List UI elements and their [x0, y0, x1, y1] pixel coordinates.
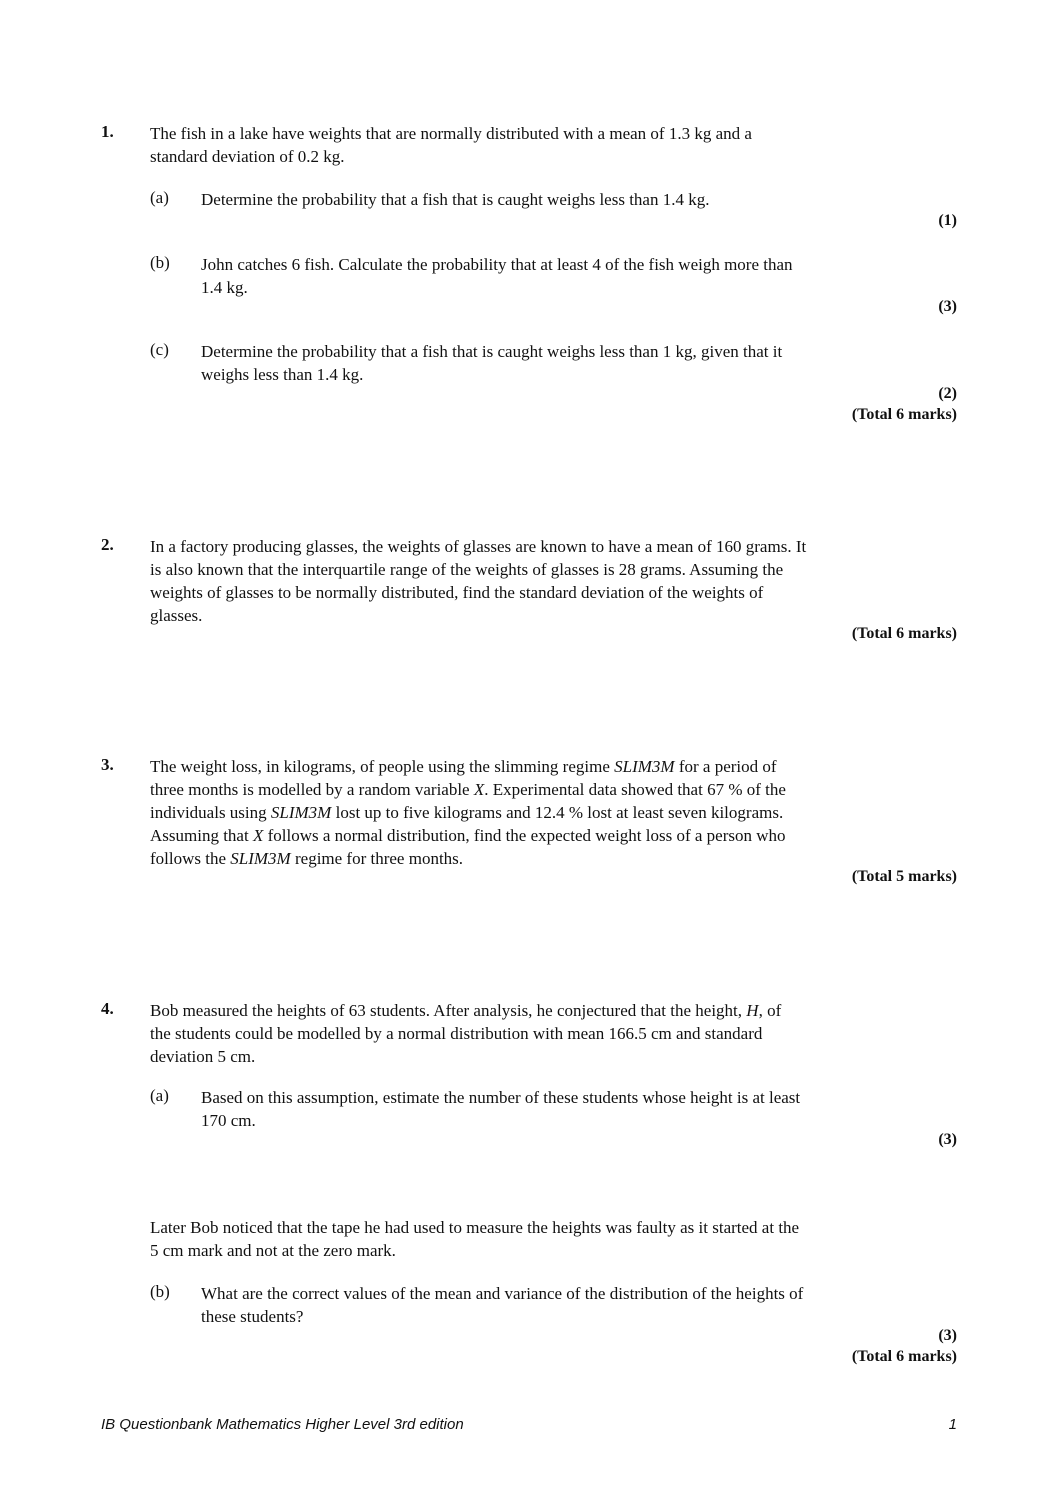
question-stem-line: three months is modelled by a random variable X. Experimental data showed that 67 % of the: [150, 780, 786, 799]
part-text: John catches 6 fish. Calculate the probability that at least 4 of the fish weigh more than: [201, 255, 793, 274]
interlude-text: Later Bob noticed that the tape he had used to measure the heights was faulty as it started at the: [150, 1218, 800, 1237]
question-stem-line: is also known that the interquartile range of the weights of glasses is 28 grams. Assuming the: [150, 560, 784, 579]
total-marks: (Total 6 marks): [851, 406, 957, 423]
page-number: 1: [948, 1416, 957, 1433]
question-stem-line: the students could be modelled by a normal distribution with mean 166.5 cm and standard: [150, 1024, 763, 1043]
part-label: (a): [150, 1086, 169, 1105]
total-marks: (Total 5 marks): [851, 868, 957, 885]
part-text: weighs less than 1.4 kg.: [201, 365, 364, 384]
part-text: Based on this assumption, estimate the number of these students whose height is at least: [201, 1088, 801, 1107]
question-stem-line: The weight loss, in kilograms, of people using the slimming regime SLIM3M for a period of: [150, 757, 777, 776]
part-label: (b): [150, 253, 170, 272]
question-stem-line: Bob measured the heights of 63 students. After analysis, he conjectured that the height, H, of: [150, 1001, 782, 1020]
total-marks: (Total 6 marks): [851, 1348, 957, 1365]
question-stem-line: In a factory producing glasses, the weights of glasses are known to have a mean of 160 grams. It: [150, 537, 807, 556]
part-label: (b): [150, 1282, 170, 1301]
part-text: Determine the probability that a fish that is caught weighs less than 1.4 kg.: [201, 190, 710, 209]
question-number: 1.: [101, 122, 114, 141]
total-marks: (Total 6 marks): [851, 625, 957, 642]
interlude-text: 5 cm mark and not at the zero mark.: [150, 1241, 396, 1260]
question-stem-line: glasses.: [150, 606, 203, 625]
part-marks: (2): [938, 385, 957, 402]
question-number: 3.: [101, 755, 114, 774]
footer-title: IB Questionbank Mathematics Higher Level 3rd edition: [101, 1416, 464, 1433]
question-stem-line: Assuming that X follows a normal distribution, find the expected weight loss of a person who: [150, 826, 786, 845]
question-stem-line: follows the SLIM3M regime for three months.: [150, 849, 464, 868]
question-number: 4.: [101, 999, 114, 1018]
part-text: 1.4 kg.: [201, 278, 248, 297]
part-text: Determine the probability that a fish that is caught weighs less than 1 kg, given that it: [201, 342, 783, 361]
part-marks: (3): [938, 1131, 957, 1148]
part-text: What are the correct values of the mean and variance of the distribution of the heights of: [201, 1284, 804, 1303]
part-marks: (3): [938, 298, 957, 315]
question-stem-line: weights of glasses to be normally distributed, find the standard deviation of the weights of: [150, 583, 764, 602]
question-stem-line: The fish in a lake have weights that are normally distributed with a mean of 1.3 kg and a: [150, 124, 752, 143]
part-text: these students?: [201, 1307, 304, 1326]
part-label: (a): [150, 188, 169, 207]
question-stem-line: individuals using SLIM3M lost up to five kilograms and 12.4 % lost at least seven kilograms.: [150, 803, 784, 822]
part-label: (c): [150, 340, 169, 359]
question-stem-line: standard deviation of 0.2 kg.: [150, 147, 345, 166]
part-text: 170 cm.: [201, 1111, 256, 1130]
part-marks: (3): [938, 1327, 957, 1344]
question-number: 2.: [101, 535, 114, 554]
part-marks: (1): [938, 212, 957, 229]
question-stem-line: deviation 5 cm.: [150, 1047, 256, 1066]
